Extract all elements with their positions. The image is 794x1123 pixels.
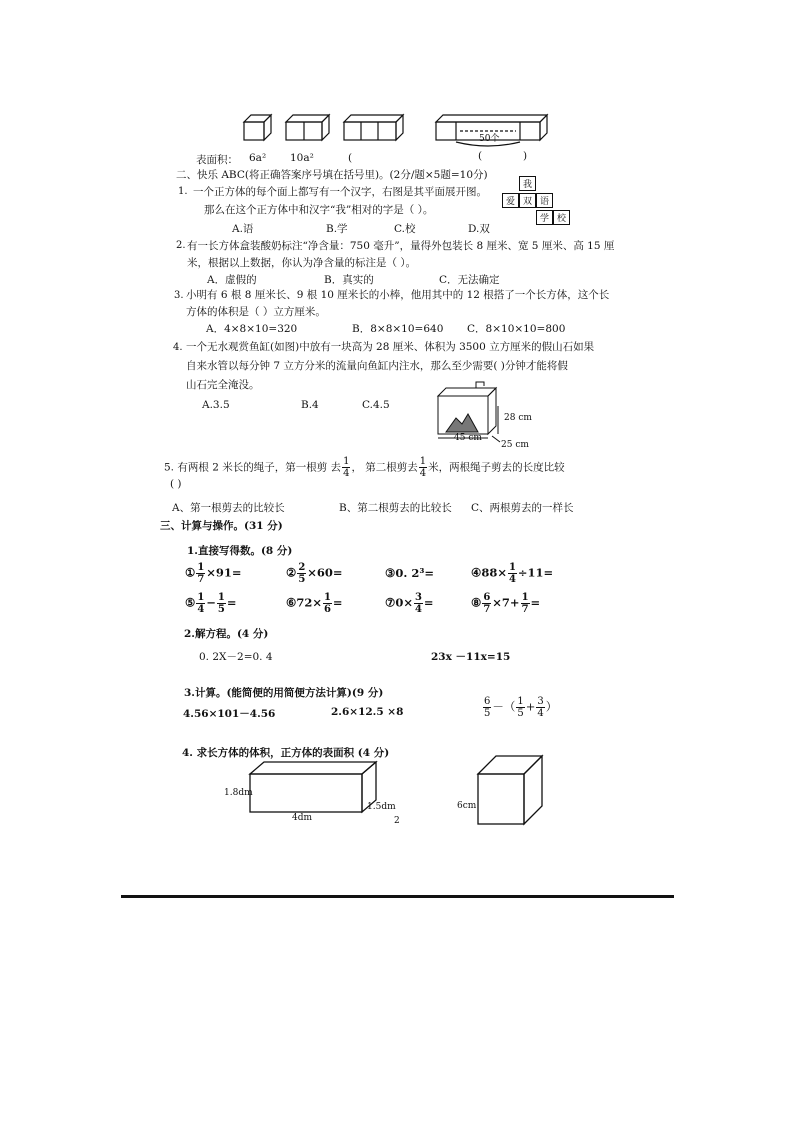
surface-blank-4-close: ) <box>523 150 528 162</box>
q4-option-a: A.3.5 <box>202 399 230 411</box>
q2-number: 2. <box>176 240 186 251</box>
surface-blank-3: ( <box>348 152 353 164</box>
cuboid-figure <box>246 758 386 818</box>
q2-option-c: C．无法确定 <box>439 274 500 286</box>
fifty-count-label: 50个 <box>479 134 500 144</box>
q2-option-a: A．虚假的 <box>207 274 257 286</box>
q2-line1: 有一长方体盒装酸奶标注“净含量：750 毫升”，量得外包装长 8 厘米、宽 5 厘米、高 15 厘 <box>187 240 615 252</box>
page-number: 2 <box>394 816 400 826</box>
q1-line1: 一个正方体的每个面上都写有一个汉字，右图是其平面展开图。 <box>193 186 487 198</box>
cube-figures <box>238 110 578 150</box>
q5-fraction-1: $\frac{1}{4}$ <box>343 456 350 479</box>
q1-option-d: D.双 <box>468 223 490 235</box>
section3-title: 三、计算与操作。(31 分) <box>160 520 283 532</box>
q5-blank: ( ) <box>170 478 182 490</box>
calc-item-5: ⑤ $\frac{1}{4}$ − $\frac{1}{5}$ = <box>185 592 237 615</box>
page-divider <box>121 895 674 898</box>
q4-option-b: B.4 <box>301 399 319 411</box>
q4-line1: 一个无水观赏鱼缸(如图)中放有一块高为 28 厘米、体积为 3500 立方厘米的假山石如果 <box>186 341 595 353</box>
expression-1: 4.56×101－4.56 <box>183 708 276 720</box>
q1-line2: 那么在这个正方体中和汉字“我”相对的字是（ ）。 <box>204 204 434 216</box>
expression-3: $\frac{6}{5}$ －（ $\frac{1}{5}$ + $\frac{3}{4}$ ） <box>484 696 558 719</box>
net-cell-yu: 语 <box>536 193 553 208</box>
q5-option-a: A、第一根剪去的比较长 <box>172 502 285 514</box>
q3-option-b: B．8×8×10=640 <box>352 323 444 335</box>
net-cell-shuang: 双 <box>519 193 536 208</box>
calc-item-1: ① $\frac{1}{7}$ ×91= <box>185 562 242 585</box>
calc-item-8: ⑧ $\frac{6}{7}$ ×7+ $\frac{1}{7}$ = <box>471 592 541 615</box>
calc-item-7: ⑦0× $\frac{3}{4}$ = <box>385 592 434 615</box>
q2-option-b: B．真实的 <box>324 274 374 286</box>
tank-width-label: 25 cm <box>501 440 529 450</box>
q3-number: 3. <box>174 290 184 301</box>
calc-item-6: ⑥72× $\frac{1}{6}$ = <box>286 592 343 615</box>
surface-value-1: 6a² <box>249 152 267 164</box>
net-cell-xue: 学 <box>536 210 553 225</box>
q5-text-b: ， 第二根剪去 <box>351 461 418 474</box>
q5-option-b: B、第二根剪去的比较长 <box>339 502 452 514</box>
q1-option-a: A.语 <box>232 223 254 235</box>
cuboid-width-label: 1.5dm <box>367 802 396 812</box>
q4-line2: 自来水管以每分钟 7 立方分米的流量向鱼缸内注水，那么至少需要( )分钟才能将假 <box>186 360 568 372</box>
q4-number: 4. <box>173 342 183 353</box>
equation-1: 0. 2X－2=0. 4 <box>199 651 273 663</box>
equation-2: 23x －11x=15 <box>431 651 511 663</box>
tank-length-label: 45 cm <box>454 433 482 443</box>
q1-option-b: B.学 <box>326 223 348 235</box>
p2-title: 2.解方程。(4 分) <box>184 628 269 640</box>
q3-line2: 方体的体积是（ ）立方厘米。 <box>186 306 326 318</box>
q1-number: 1. <box>178 186 188 197</box>
cube-figure <box>474 752 546 828</box>
cube-edge-label: 6cm <box>457 801 477 811</box>
net-cell-wo: 我 <box>519 176 536 191</box>
q3-option-c: C．8×10×10=800 <box>467 323 566 335</box>
q5-line1 <box>164 456 565 479</box>
cuboid-height-label: 1.8dm <box>224 788 253 798</box>
calc-item-2: ② $\frac{2}{5}$ ×60= <box>286 562 343 585</box>
q5-fraction-2: $\frac{1}{4}$ <box>419 456 427 479</box>
p3-title: 3.计算。(能简便的用简便方法计算)(9 分) <box>184 687 384 699</box>
expression-2: 2.6×12.5 ×8 <box>331 706 404 718</box>
p4-title: 4. 求长方体的体积，正方体的表面积 (4 分) <box>182 747 390 759</box>
q4-option-c: C.4.5 <box>362 399 390 411</box>
calc-item-3: ③0. 2³= <box>385 566 434 580</box>
section2-title: 二、快乐 ABC(将正确答案序号填在括号里)。(2分/题×5题=10分) <box>176 169 488 181</box>
q2-line2: 米，根据以上数据，你认为净含量的标注是（ ）。 <box>187 257 417 269</box>
q3-option-a: A．4×8×10=320 <box>206 323 298 335</box>
surface-area-label: 表面积： <box>196 154 238 166</box>
tank-height-label: 28 cm <box>504 413 532 423</box>
q4-line3: 山石完全淹没。 <box>186 379 260 391</box>
calc-item-4: ④88× $\frac{1}{4}$ ÷11= <box>471 562 554 585</box>
cuboid-length-label: 4dm <box>292 813 313 823</box>
surface-blank-4-open: ( <box>478 150 483 162</box>
q5-text-c: 米，两根绳子剪去的长度比较 <box>428 461 565 474</box>
q3-line1: 小明有 6 根 8 厘米长、9 根 10 厘米长的小棒，他用其中的 12 根搭了一个长方体，这个长 <box>186 289 610 301</box>
net-cell-xiao: 校 <box>553 210 570 225</box>
net-cell-ai: 爱 <box>502 193 519 208</box>
q1-option-c: C.校 <box>394 223 416 235</box>
p1-title: 1.直接写得数。(8 分) <box>187 545 293 557</box>
q5-option-c: C、两根剪去的一样长 <box>471 502 574 514</box>
q5-text-a: 5. 有两根 2 米长的绳子，第一根剪 去 <box>164 461 342 474</box>
surface-value-2: 10a² <box>290 152 314 164</box>
